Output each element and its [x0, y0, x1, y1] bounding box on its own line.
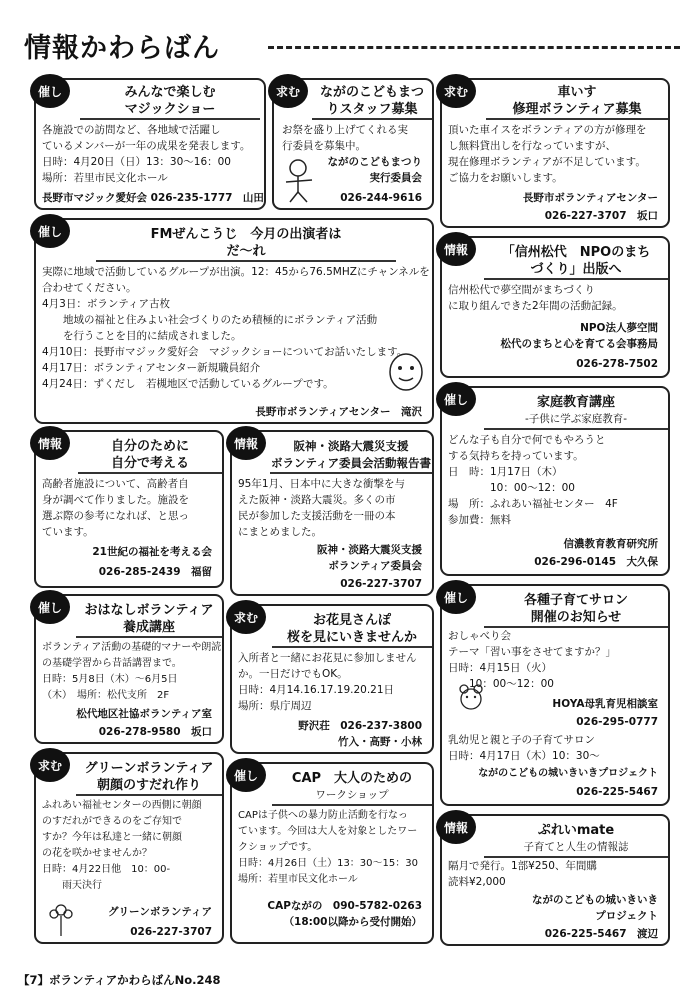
card-contact: 026-225-5467 渡辺 [544, 928, 658, 940]
card-contact-second: 026-225-5467 [576, 786, 658, 798]
card-kosodate-salon [440, 584, 670, 806]
card-ohanashi-volunteer [34, 594, 224, 744]
card-org: 野沢荘 026-237-3800 竹入・高野・小林 [298, 720, 422, 748]
card-tag: 情報 [436, 810, 476, 844]
card-tag: 情報 [30, 426, 70, 460]
card-org: HOYA母乳育児相談室 [552, 698, 658, 710]
page-footer: 【7】ボランティアかわらばんNo.248 [18, 973, 221, 987]
card-title: ながのこどもまつ りスタッフ募集 [312, 84, 432, 120]
card-hanshin-report [230, 430, 434, 596]
card-green-volunteer [34, 752, 224, 944]
card-org: 長野市ボランティアセンター [522, 192, 658, 204]
card-body: ふれあい福祉センターの西側に朝顔 のすだれができるのをご存知で すか？今年は私達と一緒に朝顔 の花を咲かせませんか？ 日時：4月22日他 10：00- 雨天決行 [42, 800, 202, 891]
card-org: 信濃教育教育研究所 [563, 538, 658, 550]
card-contact: 026-227-3707 [340, 578, 422, 590]
card-contact: 026-278-7502 [576, 358, 658, 370]
card-org: グリーンボランティア [108, 906, 212, 918]
bear-illustration-icon [456, 682, 486, 712]
card-title: みんなで楽しむ マジックショー [80, 84, 260, 120]
card-org: NPO法人夢空間 松代のまちと心を育てる会事務局 [500, 322, 658, 350]
page-title: 情報かわらばん [24, 33, 220, 64]
card-play-mate [440, 814, 670, 946]
card-body: ボランティア活動の基礎的マナーや朗読 の基礎学習から昔話講習まで。 日時：5月8日（木）～6月5日 （木） 場所：松代支所 2F [42, 642, 222, 701]
card-body: お祭を盛り上げてくれる実 行委員を募集中。 [282, 124, 408, 152]
card-contact: 長野市ボランティアセンター 滝沢 [255, 406, 422, 418]
card-body: 信州松代で夢空間がまちづくり に取り組んできた2年間の活動記録。 [448, 284, 623, 312]
mascot-illustration-icon [386, 350, 426, 394]
card-body: 頂いた車イスをボランティアの方が修理を し無料貸出しを行なっていますが、 現在修理ボランティアが不足しています。 ご協力をお願いします。 [448, 124, 647, 184]
card-body: CAPは子供への暴力防止活動を行なっ ています。今回は大人を対象としたワー クショップです。 日時：4月26日（土）13：30～15：30 場所：若里市民文化ホール [238, 810, 418, 885]
card-tag: 情報 [436, 232, 476, 266]
card-contact: 026-285-2439 福留 [98, 566, 212, 578]
card-org: 松代地区社協ボランティア室 [76, 708, 212, 720]
card-katei-kyoiku [440, 386, 670, 576]
title-dashed-rule [268, 46, 680, 49]
card-tag: 求む [436, 74, 476, 108]
card-fm-zenkoji [34, 218, 434, 424]
card-contact: 026-295-0777 [576, 716, 658, 728]
card-title: CAP 大人のための ワークショップ [272, 770, 432, 806]
card-title: ぷれいmate 子育てと人生の情報誌 [484, 822, 668, 858]
card-contact: 026-227-3707 [130, 926, 212, 938]
card-shinshu-npo [440, 236, 670, 378]
card-tag: 催し [436, 382, 476, 416]
card-magic-show [34, 78, 266, 210]
card-tag: 催し [30, 74, 70, 108]
card-org-second: ながのこどもの城いきいきプロジェクト [478, 768, 658, 779]
card-ohanami-sanpo [230, 604, 434, 754]
card-body: 入所者と一緒にお花見に参加しません か。一日だけでもOK。 日時：4月14.16.17.19.20.21日 場所：県庁周辺 [238, 652, 417, 712]
card-body: 高齢者施設について、高齢者自 身が調べて作りました。施設を 選ぶ際の参考になれば、と思っ ています。 [42, 478, 189, 538]
card-contact: 長野市マジック愛好会 026-235-1777 山田 [42, 192, 264, 204]
card-contact: 026-296-0145 大久保 [534, 556, 658, 568]
card-tag: 催し [30, 590, 70, 624]
card-tag: 求む [268, 74, 308, 108]
card-tag: 求む [30, 748, 70, 782]
card-body-second: 乳幼児と親と子の子育てサロン 日時：4月17日（木）10：30～ [448, 734, 600, 762]
card-title: 自分のために 自分で考える [78, 438, 222, 474]
card-tag: 催し [30, 214, 70, 248]
card-org: 阪神・淡路大震災支援 ボランティア委員会 [317, 544, 422, 572]
child-illustration-icon [280, 158, 320, 204]
card-body: 95年1月、日本中に大きな衝撃を与 えた阪神・淡路大震災。多くの市 民が参加した支援活動を一冊の本 にまとめました。 [238, 478, 406, 538]
card-title: お花見さんぽ 桜を見にいきませんか [272, 612, 432, 648]
card-contact: 026-278-9580 坂口 [98, 726, 212, 738]
card-body: 隔月で発行。1部¥250、年間購 読料¥2,000 [448, 860, 597, 888]
card-body: 実際に地域で活動しているグループが出演。12：45から76.5MHZにチャンネルを 合わせてください。 4月3日：ボランティア古枚 地域の福祉と住みよい社会づくりのため積極的にボランティア活動 を行うことを目的に結成されました。 4月10日：長野市マジック愛好会 マジックショーについてお話いたします。 4月17日：ボランティアセンター新規職員紹介 4月24日：ずくだし 若槻地区で活動しているグループです。 [42, 266, 430, 390]
card-body: 各施設での訪問など、各地域で活躍し ているメンバーが一年の成果を発表します。 日時：4月20日（日）13：30～16：00 場所：若里市民文化ホール [42, 124, 251, 184]
card-org: ながのこどもまつり 実行委員会 [327, 156, 422, 184]
flower-illustration-icon [44, 900, 78, 938]
card-contact: 026-227-3707 坂口 [544, 210, 658, 222]
card-wheelchair-repair [440, 78, 670, 228]
card-org: ながのこどもの城いきいき プロジェクト [532, 894, 658, 922]
card-org: 21世紀の福祉を考える会 [92, 546, 212, 558]
card-jibun-kangaeru [34, 430, 224, 588]
card-body: どんな子も自分で何でもやろうと する気持ちを持っています。 日 時：1月17日（木） 10：00～12：00 場 所：ふれあい福祉センター 4F 参加費：無料 [448, 434, 618, 526]
card-body: おしゃべり会 テーマ「習い事をさせてますか？」 日時：4月15日（火） 10：00～12：00 [448, 630, 616, 690]
card-tag: 催し [436, 580, 476, 614]
card-org: CAPながの 090-5782-0263 （18:00以降から受付開始） [267, 900, 422, 928]
card-title: 「信州松代 NPOのまち づくり」出版へ [484, 244, 668, 280]
card-tag: 催し [226, 758, 266, 792]
card-tag: 求む [226, 600, 266, 634]
card-contact: 026-244-9616 [340, 192, 422, 204]
card-kodomo-matsuri [272, 78, 434, 210]
card-tag: 情報 [226, 426, 266, 460]
card-title: 阪神・淡路大震災支援 ボランティア委員会活動報告書 [270, 438, 432, 474]
card-title: FMぜんこうじ 今月の出演者は だ～れ [96, 226, 396, 262]
card-title: 家庭教育講座 -子供に学ぶ家庭教育- [484, 394, 668, 430]
card-title: 各種子育てサロン 開催のお知らせ [484, 592, 668, 628]
card-title: おはなしボランティア 養成講座 [76, 602, 222, 638]
card-title: グリーンボランティア 朝顔のすだれ作り [76, 760, 222, 796]
card-title: 車いす 修理ボランティア募集 [486, 84, 668, 120]
card-cap-workshop [230, 762, 434, 944]
